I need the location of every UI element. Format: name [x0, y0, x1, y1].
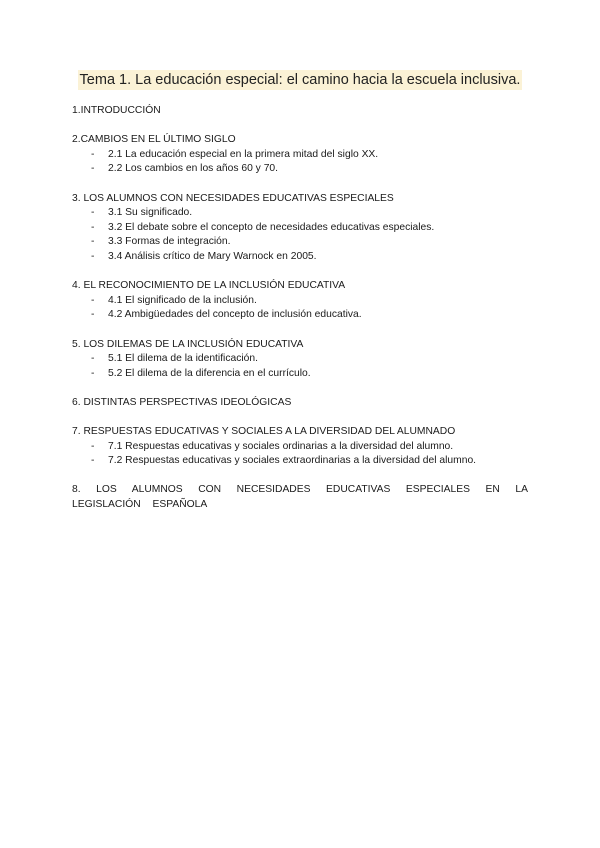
- dash-bullet-icon: -: [91, 455, 95, 467]
- dash-bullet-icon: -: [91, 440, 95, 452]
- section-heading: 4. EL RECONOCIMIENTO DE LA INCLUSIÓN EDUCATIVA: [72, 280, 346, 292]
- subsection-text: 7.2 Respuestas educativas y sociales extraordinarias a la diversidad del alumno.: [108, 455, 477, 467]
- subsection-text: 7.1 Respuestas educativas y sociales ordinarias a la diversidad del alumno.: [108, 440, 454, 452]
- toc-section: [72, 104, 528, 119]
- subsection-list: [72, 294, 528, 323]
- subsection-item: [72, 221, 528, 236]
- dash-bullet-icon: -: [91, 294, 95, 306]
- subsection-item: [72, 206, 528, 221]
- dash-bullet-icon: -: [91, 236, 95, 248]
- toc-section: [72, 279, 528, 323]
- subsection-text: 3.4 Análisis crítico de Mary Warnock en 2005.: [108, 250, 317, 262]
- subsection-text: 2.2 Los cambios en los años 60 y 70.: [108, 163, 279, 175]
- section-heading: 6. DISTINTAS PERSPECTIVAS IDEOLÓGICAS: [72, 396, 292, 408]
- subsection-text: 3.1 Su significado.: [108, 207, 193, 219]
- section-heading: 3. LOS ALUMNOS CON NECESIDADES EDUCATIVAS ESPECIALES: [72, 192, 394, 204]
- title-wrapper: [0, 70, 600, 90]
- toc-section: [72, 483, 528, 512]
- dash-bullet-icon: -: [91, 148, 95, 160]
- dash-bullet-icon: -: [91, 309, 95, 321]
- toc-section: [72, 425, 528, 469]
- subsection-item: [72, 148, 528, 163]
- subsection-list: [72, 206, 528, 264]
- subsection-item: [72, 308, 528, 323]
- section-heading: 5. LOS DILEMAS DE LA INCLUSIÓN EDUCATIVA: [72, 338, 304, 350]
- subsection-item: [72, 235, 528, 250]
- section-heading: 8. LOS ALUMNOS CON NECESIDADES EDUCATIVAS ESPECIALES EN LA LEGISLACIÓN ESPAÑOLA: [72, 484, 528, 511]
- table-of-contents: [72, 104, 528, 527]
- subsection-text: 3.2 El debate sobre el concepto de necesidades educativas especiales.: [108, 221, 435, 233]
- subsection-list: [72, 148, 528, 177]
- toc-section: [72, 338, 528, 382]
- subsection-text: 2.1 La educación especial en la primera mitad del siglo XX.: [108, 148, 379, 160]
- toc-section: [72, 192, 528, 265]
- dash-bullet-icon: -: [91, 353, 95, 365]
- subsection-item: [72, 454, 528, 469]
- dash-bullet-icon: -: [91, 221, 95, 233]
- subsection-text: 5.2 El dilema de la diferencia en el currículo.: [108, 367, 311, 379]
- subsection-item: [72, 162, 528, 177]
- dash-bullet-icon: -: [91, 250, 95, 262]
- document-title: Tema 1. La educación especial: el camino hacia la escuela inclusiva.: [79, 72, 521, 88]
- dash-bullet-icon: -: [91, 367, 95, 379]
- subsection-text: 4.2 Ambigüedades del concepto de inclusión educativa.: [108, 309, 362, 321]
- subsection-text: 5.1 El dilema de la identificación.: [108, 353, 258, 365]
- subsection-item: [72, 294, 528, 309]
- toc-section: [72, 396, 528, 411]
- dash-bullet-icon: -: [91, 163, 95, 175]
- subsection-list: [72, 440, 528, 469]
- subsection-text: 4.1 El significado de la inclusión.: [108, 294, 257, 306]
- subsection-text: 3.3 Formas de integración.: [108, 236, 231, 248]
- section-heading: 1.INTRODUCCIÓN: [72, 105, 161, 116]
- subsection-item: [72, 352, 528, 367]
- subsection-item: [72, 367, 528, 382]
- section-heading: 2.CAMBIOS EN EL ÚLTIMO SIGLO: [72, 134, 236, 146]
- toc-section: [72, 133, 528, 177]
- subsection-list: [72, 352, 528, 381]
- subsection-item: [72, 440, 528, 455]
- dash-bullet-icon: -: [91, 207, 95, 219]
- subsection-item: [72, 250, 528, 265]
- section-heading: 7. RESPUESTAS EDUCATIVAS Y SOCIALES A LA DIVERSIDAD DEL ALUMNADO: [72, 426, 456, 438]
